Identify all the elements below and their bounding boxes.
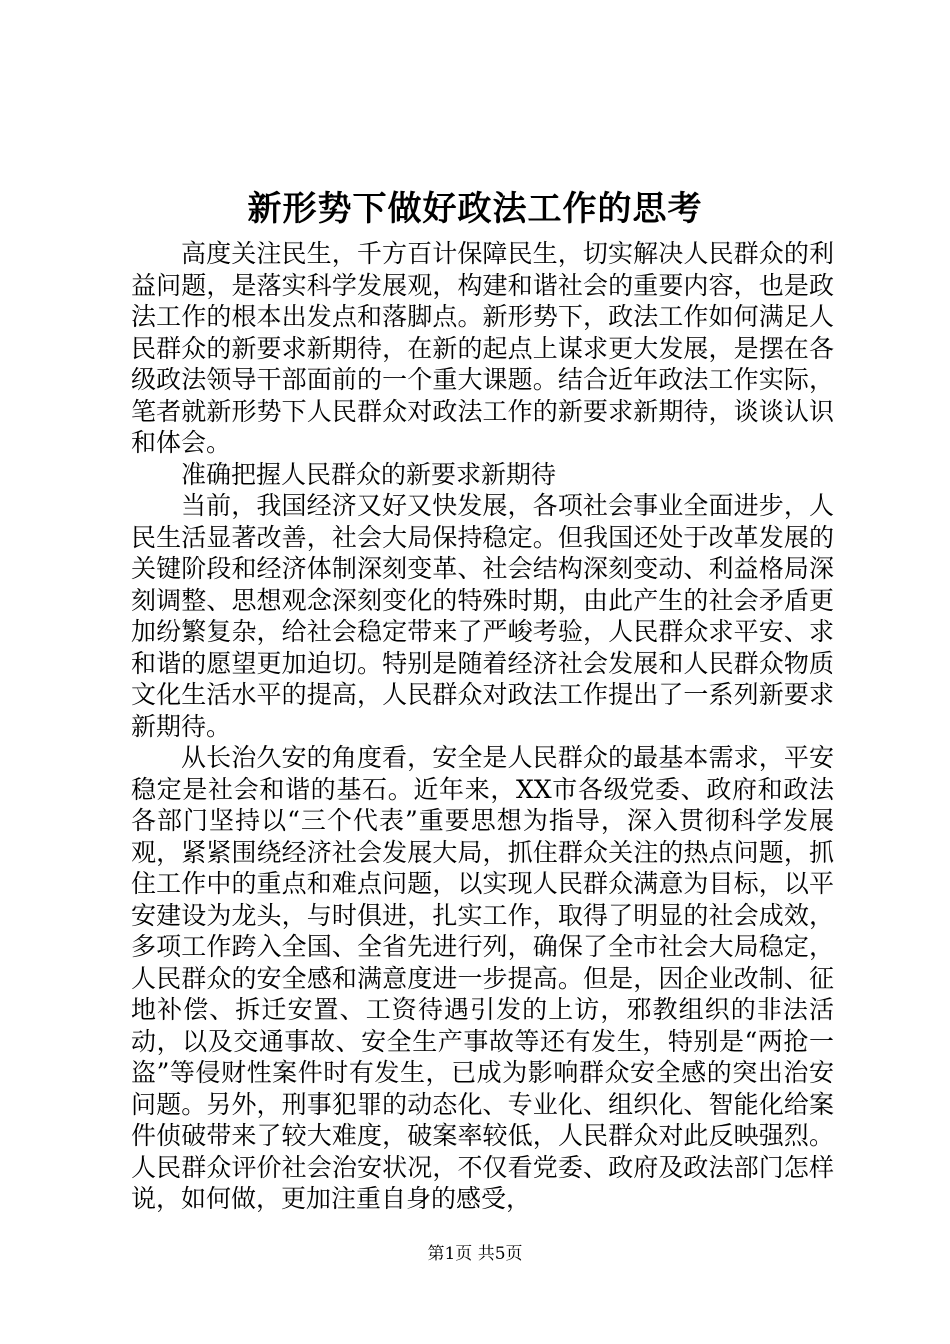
paragraph-intro: 高度关注民生，千方百计保障民生，切实解决人民群众的利益问题，是落实科学发展观，构建和谐社会的重要内容，也是政法工作的根本出发点和落脚点。新形势下，政法工作如何满足人民群众的新要求新期待，在新的起点上谋求更大发展，是摆在各级政法领导干部面前的一个重大课题。结合近年政法工作实际，笔者就新形势下人民群众对政法工作的新要求新期待，谈谈认识和体会。 <box>131 239 834 457</box>
paragraph-long-term-stability: 从长治久安的角度看，安全是人民群众的最基本需求，平安稳定是社会和谐的基石。近年来，XX市各级党委、政府和政法各部门坚持以“三个代表”重要思想为指导，深入贯彻科学发展观，紧紧围绕经济社会发展大局，抓住群众关注的热点问题，抓住工作中的重点和难点问题，以实现人民群众满意为目标，以平安建设为龙头，与时俱进，扎实工作，取得了明显的社会成效，多项工作跨入全国、全省先进行列，确保了全市社会大局稳定，人民群众的安全感和满意度进一步提高。但是，因企业改制、征地补偿、拆迁安置、工资待遇引发的上访，邪教组织的非法活动，以及交通事故、安全生产事故等还有发生，特别是“两抢一盗”等侵财性案件时有发生，已成为影响群众安全感的突出治安问题。另外，刑事犯罪的动态化、专业化、组织化、智能化给案件侦破带来了较大难度，破案率较低，人民群众对此反映强烈。人民群众评价社会治安状况，不仅看党委、政府及政法部门怎样说，如何做，更加注重自身的感受， <box>131 743 834 1213</box>
page-number-footer: 第1页 共5页 <box>427 1244 523 1264</box>
paragraph-current-situation: 当前，我国经济又好又快发展，各项社会事业全面进步，人民生活显著改善，社会大局保持稳定。但我国还处于改革发展的关键阶段和经济体制深刻变革、社会结构深刻变动、利益格局深刻调整、思想观念深刻变化的特殊时期，由此产生的社会矛盾更加纷繁复杂，给社会稳定带来了严峻考验，人民群众求平安、求和谐的愿望更加迫切。特别是随着经济社会发展和人民群众物质文化生活水平的提高，人民群众对政法工作提出了一系列新要求新期待。 <box>131 491 834 741</box>
section-heading: 准确把握人民群众的新要求新期待 <box>181 459 557 489</box>
document-title: 新形势下做好政法工作的思考 <box>247 189 703 229</box>
document-body <box>131 238 834 1215</box>
